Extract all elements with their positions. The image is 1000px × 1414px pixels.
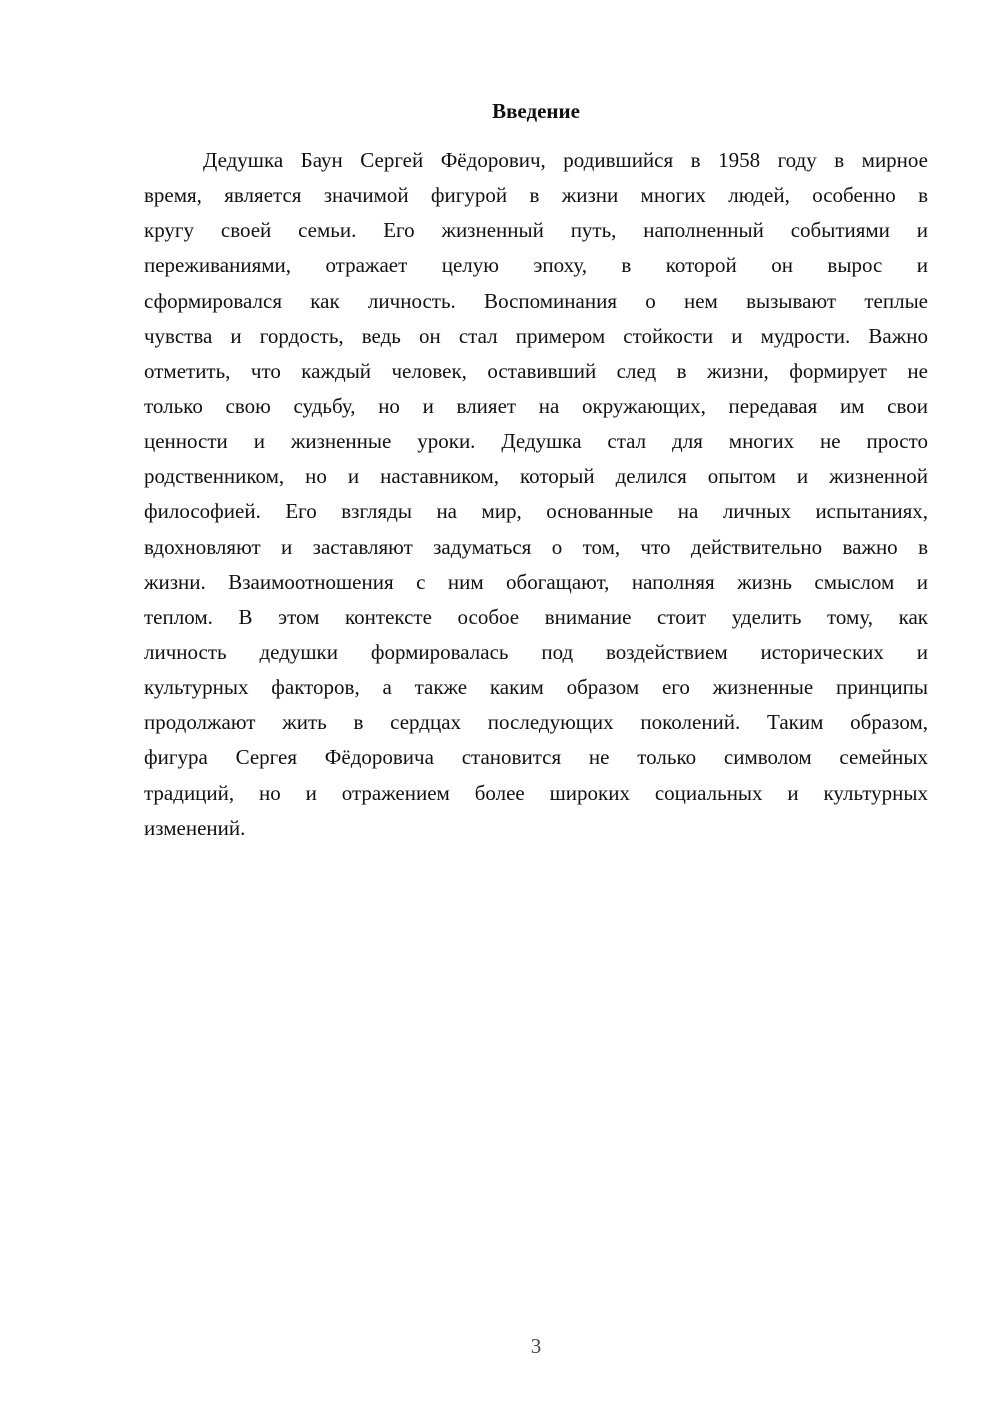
paragraph-line: философией. Его взгляды на мир, основанные на личных испытаниях, [144, 499, 928, 524]
paragraph-line: традиций, но и отражением более широких социальных и культурных [144, 780, 928, 805]
paragraph-line: теплом. В этом контексте особое внимание стоит уделить тому, как [144, 604, 928, 629]
body-paragraph [144, 143, 928, 846]
paragraph-line: изменений. [144, 815, 246, 840]
paragraph-line: только свою судьбу, но и влияет на окружающих, передавая им свои [144, 393, 928, 418]
paragraph-line: фигура Сергея Фёдоровича становится не только символом семейных [144, 745, 928, 770]
section-heading: Введение [492, 99, 580, 123]
paragraph-line: переживаниями, отражает целую эпоху, в которой он вырос и [144, 253, 928, 278]
paragraph-line: Дедушка Баун Сергей Фёдорович, родившийся в 1958 году в мирное [203, 148, 928, 172]
paragraph-line: вдохновляют и заставляют задуматься о том, что действительно важно в [144, 534, 928, 559]
paragraph-line: чувства и гордость, ведь он стал примером стойкости и мудрости. Важно [144, 323, 928, 348]
paragraph-line: кругу своей семьи. Его жизненный путь, наполненный событиями и [144, 218, 928, 243]
paragraph-line: ценности и жизненные уроки. Дедушка стал для многих не просто [144, 429, 928, 454]
paragraph-line: родственником, но и наставником, который делился опытом и жизненной [144, 464, 928, 489]
paragraph-line: жизни. Взаимоотношения с ним обогащают, наполняя жизнь смыслом и [144, 569, 928, 594]
paragraph-line: личность дедушки формировалась под воздействием исторических и [144, 639, 928, 664]
paragraph-line: продолжают жить в сердцах последующих поколений. Таким образом, [144, 710, 928, 735]
paragraph-line: отметить, что каждый человек, оставивший след в жизни, формирует не [144, 358, 928, 383]
paragraph-line: время, является значимой фигурой в жизни многих людей, особенно в [144, 183, 928, 208]
paragraph-line: сформировался как личность. Воспоминания о нем вызывают теплые [144, 288, 928, 313]
paragraph-line: культурных факторов, а также каким образом его жизненные принципы [144, 675, 928, 700]
page-number: 3 [530, 1334, 542, 1358]
